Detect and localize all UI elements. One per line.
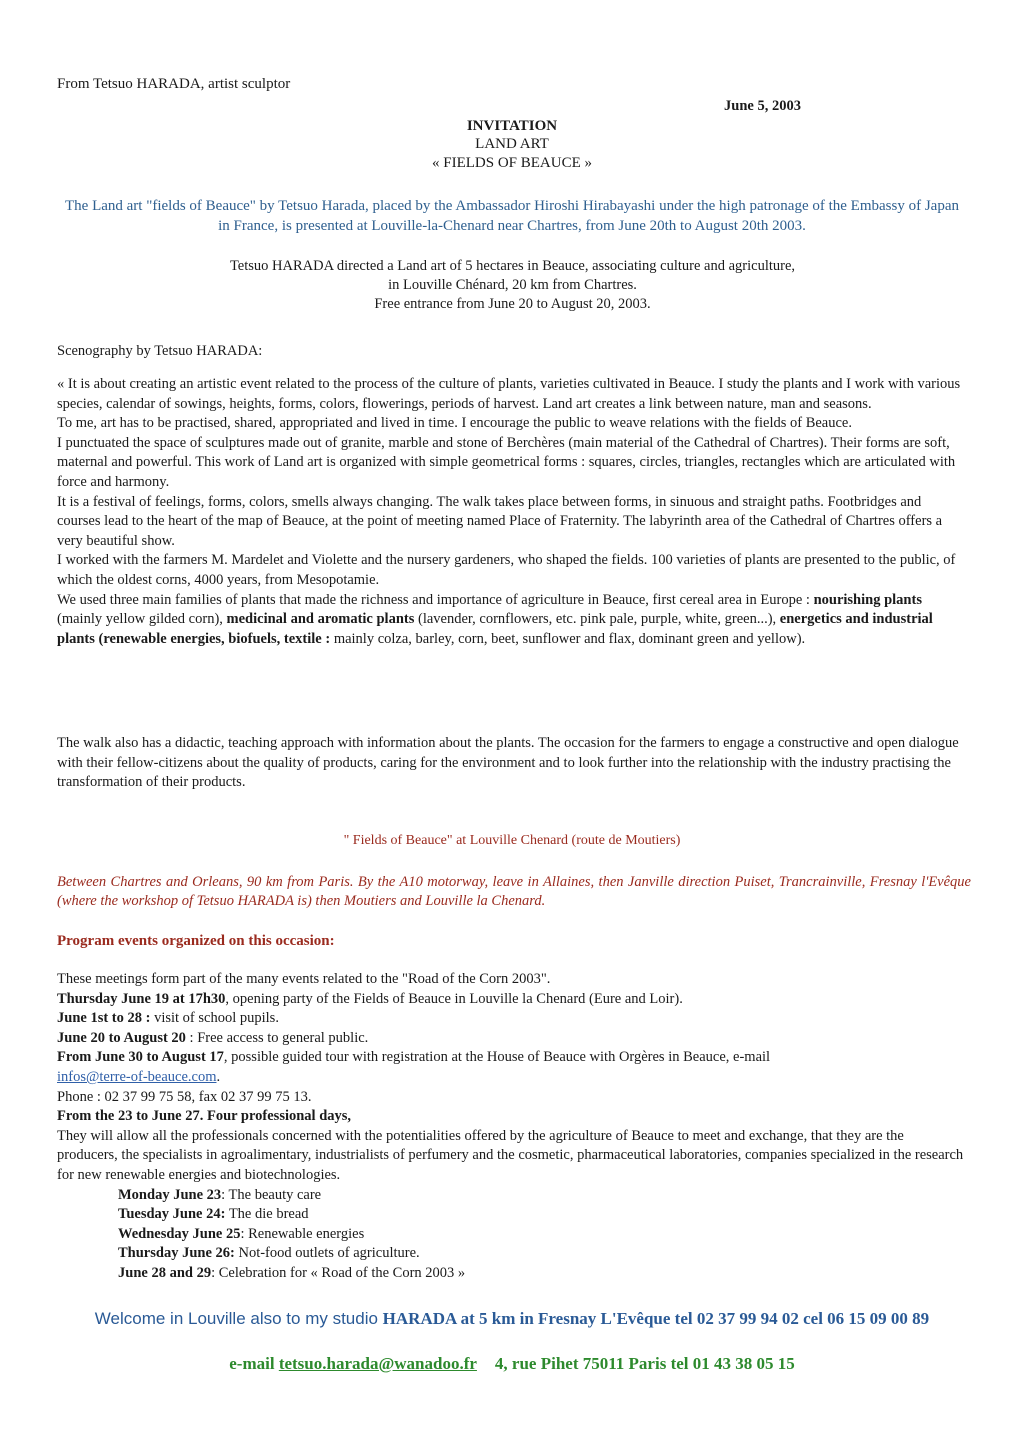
day-item-text: The die bread [225,1206,309,1223]
location-title: " Fields of Beauce" at Louville Chenard (route de Moutiers) [343,833,681,848]
day-item-text: : The beauty care [221,1186,322,1203]
professional-days-text: They will allow all the professionals concerned with the potentialities offered by the agriculture of Beauce to meet and exchange, that they are the producers, the specialists in agroalimentary, industrialists of perfumery and the cosmetic, pharmaceutical laboratories, companies specialized in the research for new renewable energies and biotechnologies. [57,1127,964,1183]
day-item-text: : Celebration for « Road of the Corn 2003 » [211,1264,466,1281]
nourishing-desc: (mainly yellow gilded corn), [57,611,227,628]
industrial-plants: energetics and industrial plants (renewable energies, biofuels, textile : [57,611,933,647]
day-item-date: Monday June 23 [118,1186,222,1203]
event-guided-tour-end: . [216,1068,221,1085]
statement-paragraph-4: It is a festival of feelings, forms, colors, smells always changing. The walk takes place between forms, in sinuous and straight paths. Footbridges and courses lead to the heart of the map of Beauce, at the point of meeting named Place of Fraternity. The labyrinth area of the Cathedral of Chartres offers a very beautiful show. [57,493,943,549]
event-public [57,1029,967,1049]
event-guided-tour-text: , possible guided tour with registration at the House of Beauce with Orgères in Beauce, e-mail [223,1049,771,1066]
event-professional-days [57,1107,967,1127]
events-intro: These meetings form part of the many events related to the "Road of the Corn 2003". [57,971,551,987]
directed-block [120,257,905,314]
event-guided-tour [57,1048,967,1087]
day-item-date: June 28 and 29 [118,1264,212,1281]
letter-date: June 5, 2003 [724,98,801,114]
directed-line-1: Tetsuo HARADA directed a Land art of 5 hectares in Beauce, associating culture and agriculture, [229,258,796,274]
statement-paragraph-2: To me, art has to be practised, shared, appropriated and lived in time. I encourage the public to weave relations with the fields of Beauce. [57,415,852,432]
statement-paragraph-3: I punctuated the space of sculptures made out of granite, marble and stone of Berchères (main material of the Cathedral of Chartres). Their forms are soft, maternal and powerful. This work of Land art is organized with simple geometrical forms : squares, circles, triangles, rectangles which are articulated with force and harmony. [57,434,956,490]
day-item-date: Tuesday June 24: [118,1206,226,1223]
event-opening [57,990,967,1010]
directed-line-2: in Louville Chénard, 20 km from Chartres. [388,277,637,293]
event-public-text: : Free access to general public. [185,1029,369,1046]
invitation-title: INVITATION [466,118,558,134]
event-opening-text: , opening party of the Fields of Beauce in Louville la Chenard (Eure and Loir). [225,990,683,1007]
day-item-date: Thursday June 26: [118,1245,235,1262]
event-opening-date: Thursday June 19 at 17h30 [57,990,226,1007]
welcome-text: Welcome in Louville also to my studio [94,1309,383,1328]
directions-paragraph: Between Chartres and Orleans, 90 km from Paris. By the A10 motorway, leave in Allaines, then Janville direction Puiset, Trancrainville, Fresnay l'Evêque (where the workshop of Tetsuo HARADA is) then Moutiers and Louville la Chenard. [57,874,971,909]
event-phone: Phone : 02 37 99 75 58, fax 02 37 99 75 13. [57,1088,312,1105]
land-art-subtitle: LAND ART [475,136,549,152]
email-label: e-mail [229,1354,279,1373]
event-guided-tour-date: From June 30 to August 17 [57,1049,224,1066]
artist-email-link[interactable]: tetsuo.harada@wanadoo.fr [278,1354,477,1373]
plants-intro: We used three main families of plants that made the richness and importance of agriculture in Beauce, first cereal area in Europe : [57,591,814,608]
artist-statement [57,375,962,649]
event-school [57,1009,967,1029]
day-item [57,1225,967,1245]
professional-days-heading: From the 23 to June 27. Four professional days, [57,1108,352,1125]
statement-paragraph-1: « It is about creating an artistic event related to the process of the culture of plants, varieties cultivated in Beauce. I study the plants and I work with various species, calendar of sowings, heights, forms, colors, flowerings, periods of harvest. Land art creates a link between nature, man and seasons. [57,376,961,412]
sender-line: From Tetsuo HARADA, artist sculptor [57,76,291,92]
intro-paragraph: The Land art "fields of Beauce" by Tetsuo Harada, placed by the Ambassador Hiroshi Hirabayashi under the high patronage of the Embassy of Japan in France, is presented at Louville-la-Chenard near Chartres, from June 20th to August 20th 2003. [65,198,959,234]
day-item-text: : Renewable energies [240,1225,365,1242]
beauce-email-link[interactable]: infos@terre-of-beauce.com [57,1068,217,1085]
nourishing-plants: nourishing plants [813,591,922,608]
event-school-date: June 1st to 28 : [57,1010,151,1027]
medicinal-plants: medicinal and aromatic plants [226,611,415,628]
day-item [57,1244,967,1264]
day-item [57,1186,967,1206]
day-item [57,1205,967,1225]
event-school-text: visit of school pupils. [150,1010,279,1027]
day-item [57,1264,967,1284]
scenography-label: Scenography by Tetsuo HARADA: [57,343,263,359]
project-name: « FIELDS OF BEAUCE » [431,155,592,171]
medicinal-desc: (lavender, cornflowers, etc. pink pale, purple, white, green...), [414,611,780,628]
walk-paragraph: The walk also has a didactic, teaching approach with information about the plants. The occasion for the farmers to engage a constructive and open dialogue with their fellow-citizens about the quality of products, caring for the environment and to look further into the relationship with the industry practising the transformation of their products. [57,735,959,791]
day-item-text: Not-food outlets of agriculture. [234,1245,420,1262]
day-item-date: Wednesday June 25 [118,1225,241,1242]
artist-address: 4, rue Pihet 75011 Paris tel 01 43 38 05 15 [494,1354,795,1373]
welcome-line [0,1309,1024,1329]
studio-info: HARADA at 5 km in Fresnay L'Evêque tel 02 37 99 94 02 cel 06 15 09 00 89 [382,1309,930,1328]
contact-line [0,1354,1024,1374]
events-list [57,970,967,1284]
event-public-date: June 20 to August 20 [57,1029,186,1046]
statement-paragraph-6 [57,591,962,650]
program-heading: Program events organized on this occasion: [57,933,335,949]
statement-paragraph-5: I worked with the farmers M. Mardelet and Violette and the nursery gardeners, who shaped the fields. 100 varieties of plants are presented to the public, of which the oldest corns, 4000 years, from Mesopotamie. [57,552,956,588]
directed-line-3: Free entrance from June 20 to August 20, 2003. [374,296,651,312]
industrial-desc: mainly colza, barley, corn, beet, sunflower and flax, dominant green and yellow). [330,630,806,647]
